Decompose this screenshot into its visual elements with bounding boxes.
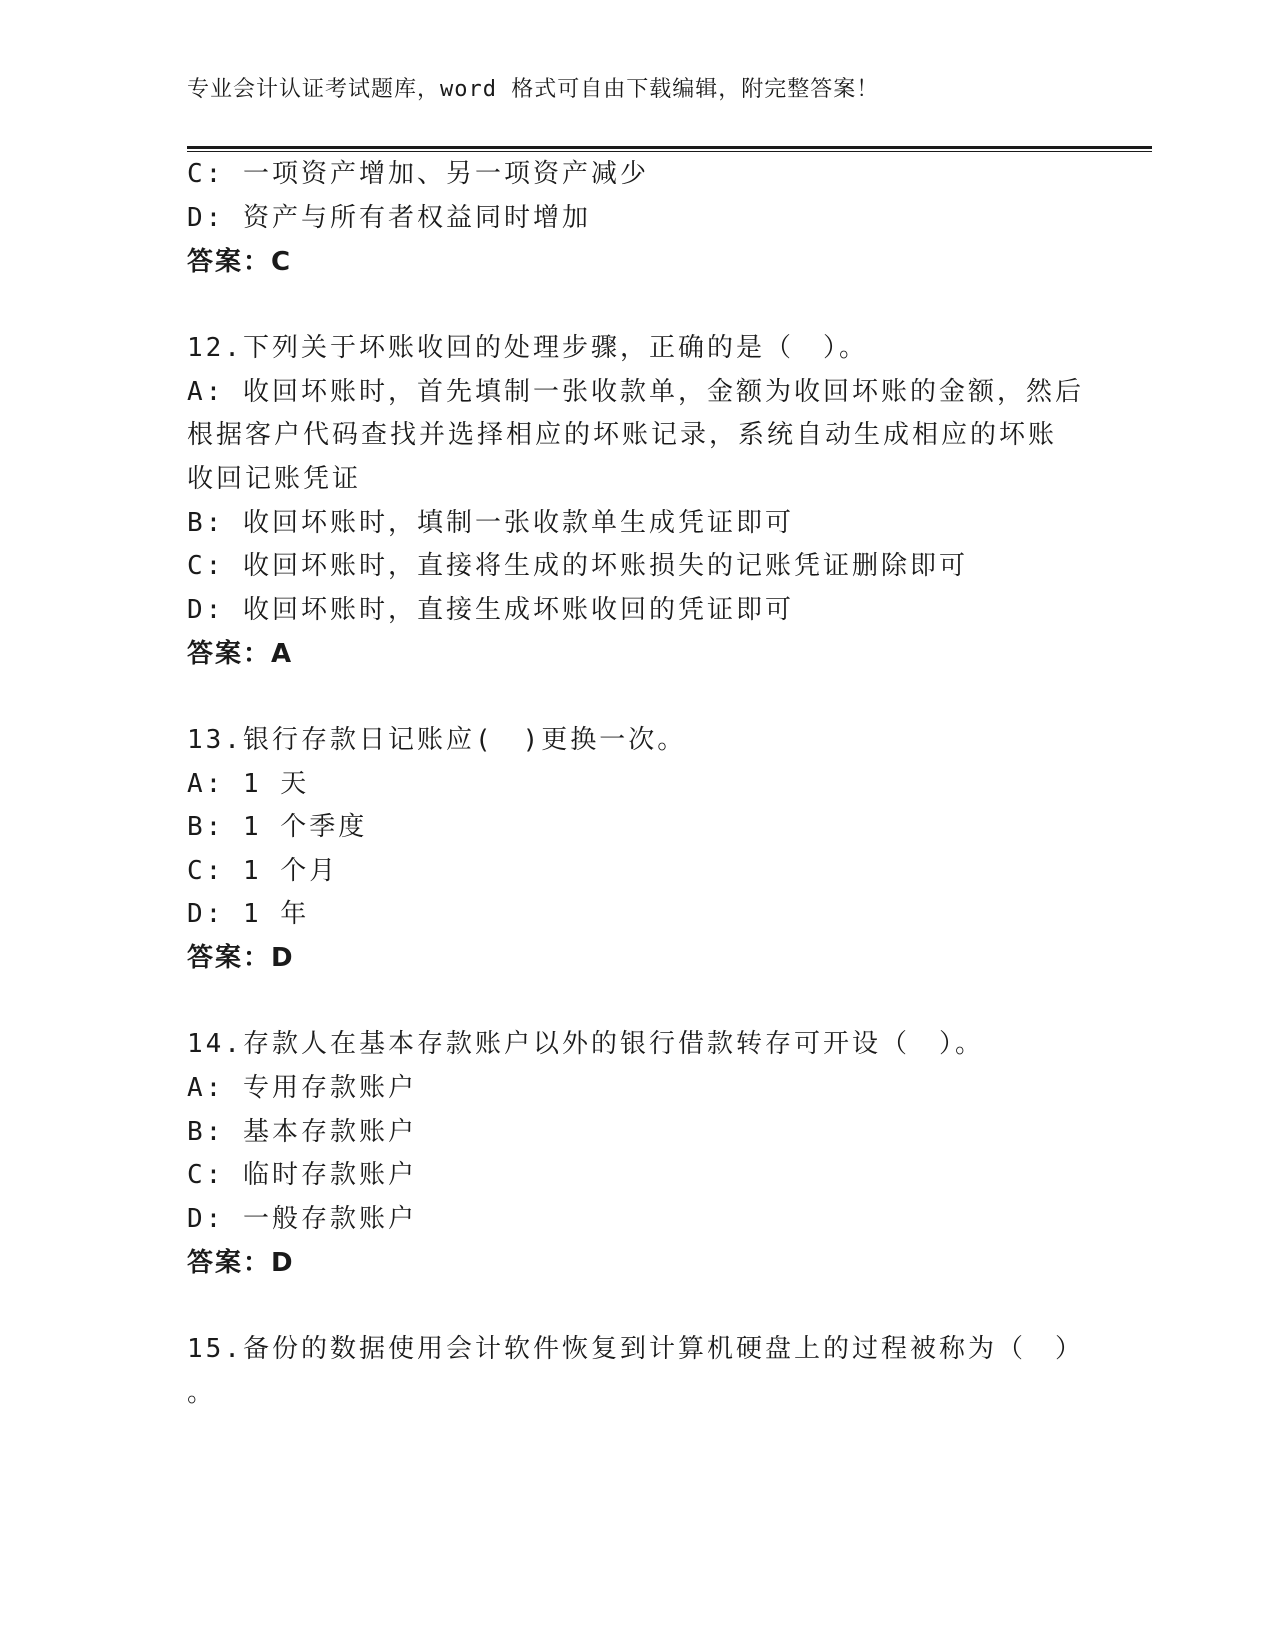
q12-option-a-line2: 根据客户代码查找并选择相应的坏账记录，系统自动生成相应的坏账 [187,420,1058,450]
q11-answer: 答案：C [187,247,293,277]
q12-option-b: B: 收回坏账时，填制一张收款单生成凭证即可 [187,508,794,538]
q12-option-d: D: 收回坏账时，直接生成坏账收回的凭证即可 [187,595,794,625]
q14-option-a: A: 专用存款账户 [187,1073,417,1103]
q12-answer: 答案：A [187,639,294,669]
q13-option-d: D: 1 年 [187,899,310,929]
header-rule-thick [187,146,1152,149]
q14-option-d: D: 一般存款账户 [187,1204,417,1234]
q14-answer: 答案：D [187,1248,295,1278]
q13-option-c: C: 1 个月 [187,856,339,886]
q13-option-b: B: 1 个季度 [187,812,368,842]
q14-option-c: C: 临时存款账户 [187,1160,417,1190]
q15-stem-line2: 。 [187,1378,217,1408]
q13-answer: 答案：D [187,943,295,973]
q11-option-c: C: 一项资产增加、另一项资产减少 [187,159,649,189]
q15-stem-line1: 15.备份的数据使用会计软件恢复到计算机硬盘上的过程被称为（ ） [187,1334,1084,1364]
q13-option-a: A: 1 天 [187,769,310,799]
q13-stem: 13.银行存款日记账应( )更换一次。 [187,725,687,755]
q14-stem: 14.存款人在基本存款账户以外的银行借款转存可开设（ ）。 [187,1029,984,1059]
q12-option-a-line3: 收回记账凭证 [187,464,362,494]
header-rule-thin [187,151,1152,152]
q12-stem: 12.下列关于坏账收回的处理步骤，正确的是（ ）。 [187,333,868,363]
q12-option-a-line1: A: 收回坏账时，首先填制一张收款单，金额为收回坏账的金额，然后 [187,377,1084,407]
q11-option-d: D: 资产与所有者权益同时增加 [187,203,591,233]
page-header: 专业会计认证考试题库，word 格式可自由下载编辑，附完整答案！ [187,77,880,102]
q14-option-b: B: 基本存款账户 [187,1117,417,1147]
q12-option-c: C: 收回坏账时，直接将生成的坏账损失的记账凭证删除即可 [187,551,968,581]
